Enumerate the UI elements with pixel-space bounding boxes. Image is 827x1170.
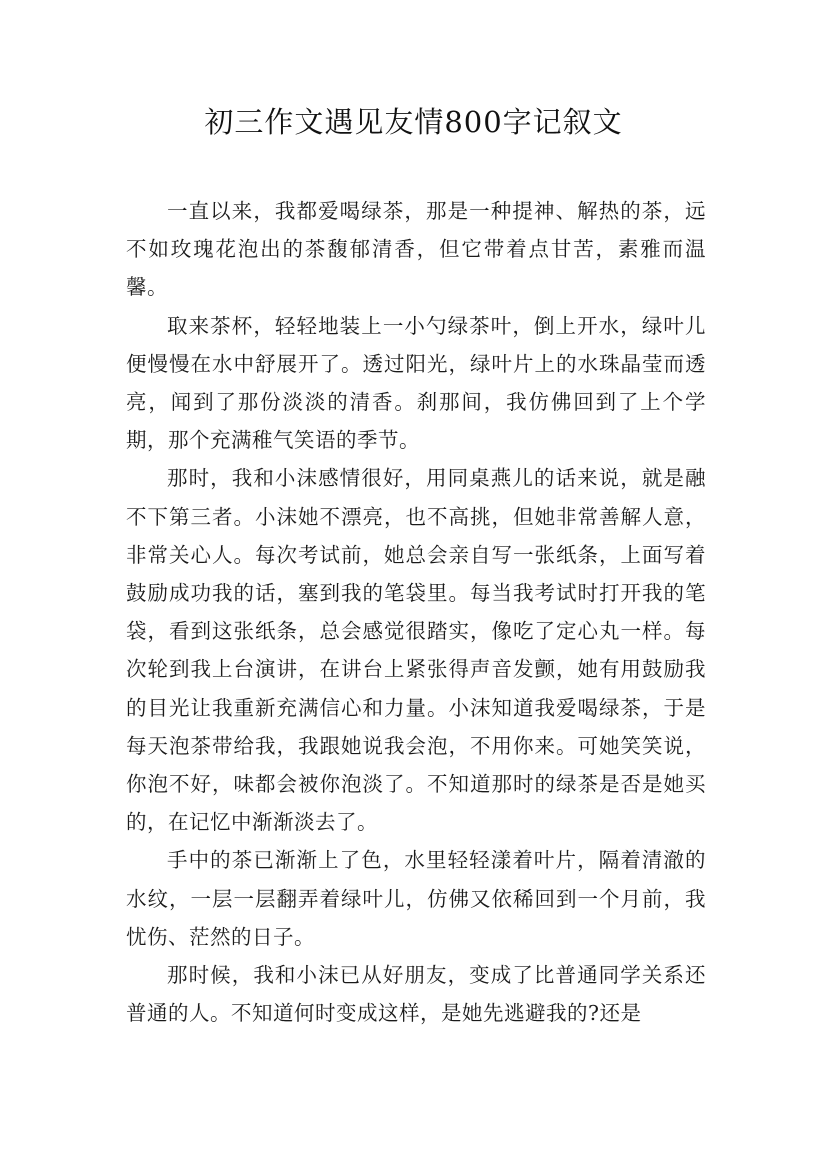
document-title: 初三作文遇见友情800字记叙文 xyxy=(204,105,623,139)
paragraph-2: 取来茶杯，轻轻地装上一小勺绿茶叶，倒上开水，绿叶儿便慢慢在水中舒展开了。透过阳光，绿叶片上的水珠晶莹而透亮，闻到了那份淡淡的清香。刹那间，我仿佛回到了上个学期，那个充满稚气笑语的季节。 xyxy=(126,313,706,453)
document-body xyxy=(126,192,706,1032)
paragraph-4: 手中的茶已渐渐上了色，水里轻轻漾着叶片，隔着清澈的水纹，一层一层翻弄着绿叶儿，仿佛又依稀回到一个月前，我忧伤、茫然的日子。 xyxy=(126,848,706,949)
paragraph-5: 那时候，我和小沫已从好朋友，变成了比普通同学关系还普通的人。不知道何时变成这样，是她先逃避我的?还是 xyxy=(126,963,706,1026)
paragraph-3: 那时，我和小沫感情很好，用同桌燕儿的话来说，就是融不下第三者。小沫她不漂亮，也不高挑，但她非常善解人意，非常关心人。每次考试前，她总会亲自写一张纸条，上面写着鼓励成功我的话，塞到我的笔袋里。每当我考试时打开我的笔袋，看到这张纸条，总会感觉很踏实，像吃了定心丸一样。每次轮到我上台演讲，在讲台上紧张得声音发颤，她有用鼓励我的目光让我重新充满信心和力量。小沫知道我爱喝绿茶，于是每天泡茶带给我，我跟她说我会泡，不用你来。可她笑笑说，你泡不好，味都会被你泡淡了。不知道那时的绿茶是否是她买的，在记忆中渐渐淡去了。 xyxy=(126,466,706,835)
paragraph-1: 一直以来，我都爱喝绿茶，那是一种提神、解热的茶，远不如玫瑰花泡出的茶馥郁清香，但它带着点甘苦，素雅而温馨。 xyxy=(126,199,706,300)
